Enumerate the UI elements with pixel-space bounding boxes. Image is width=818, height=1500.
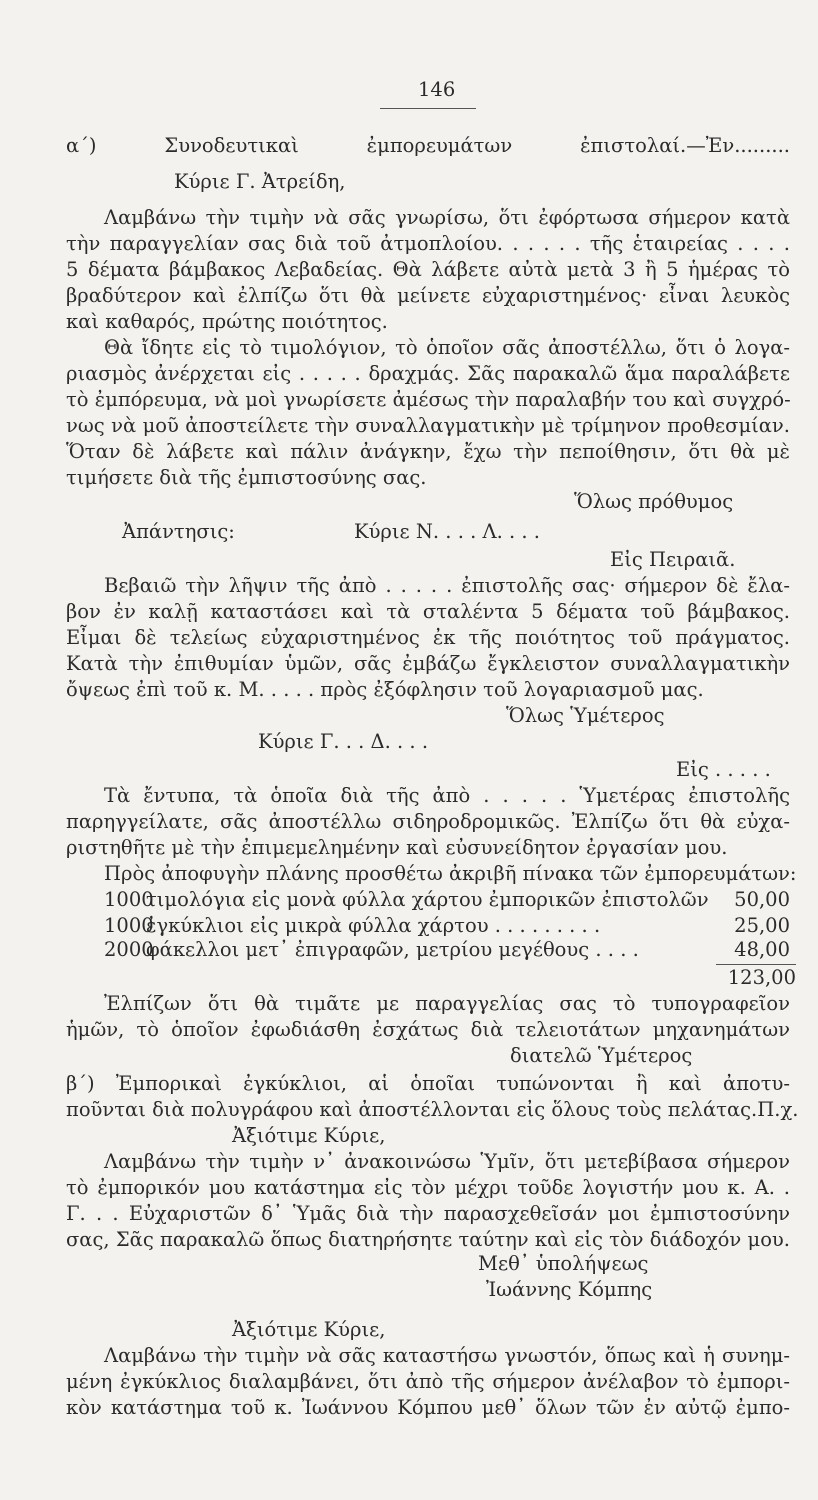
section-heading-b: β΄) Ἐμπορικαὶ ἐγκύκλιοι, αἱ ὁποῖαι τυπώνονται ἢ καὶ ἀποτυ- <box>66 1072 790 1095</box>
text-line: τὸ ἐμπόρευμα, νὰ μοὶ γνωρίσετε ἀμέσως τὴν παραλαβήν του καὶ συγχρό- <box>66 388 791 411</box>
text-line: βραδύτερον καὶ ἐλπίζω ὅτι θὰ μείνετε εὐχαριστημένος· εἶναι λευκὸς <box>66 284 790 307</box>
salutation: Ἀξιότιμε Κύριε, <box>232 1124 386 1147</box>
text-line: Τὰ ἔντυπα, τὰ ὁποῖα διὰ τῆς ἀπὸ . . . . . Ὑμετέρας ἐπιστολῆς <box>104 784 790 807</box>
text-line: Λαμβάνω τὴν τιμὴν ν᾽ ἀνακοινώσω Ὑμῖν, ὅτι μετεβίβασα σήμερον <box>104 1150 790 1173</box>
text-line: Ἐλπίζων ὅτι θὰ τιμᾶτε με παραγγελίας σας τὸ τυπογραφεῖον <box>104 992 790 1015</box>
text-line: νως νὰ μοῦ ἀποστείλετε τὴν συναλλαγματικὴν μὲ τρίμηνον προθεσμίαν. <box>66 414 790 437</box>
text-line: Πρὸς ἀποφυγὴν πλάνης προσθέτω ἀκριβῆ πίνακα τῶν ἐμπορευμάτων: <box>104 862 797 885</box>
text-line: Λαμβάνω τὴν τιμὴν νὰ σᾶς καταστήσω γνωστόν, ὅπως καὶ ἡ συνημ- <box>104 1344 790 1367</box>
text-line: Βεβαιῶ τὴν λῆψιν τῆς ἀπὸ . . . . . ἐπιστολῆς σας· σήμερον δὲ ἔλα- <box>104 574 790 597</box>
closing: διατελῶ Ὑμέτερος <box>510 1044 693 1067</box>
text-line: ποῦνται διὰ πολυγράφου καὶ ἀποστέλλονται εἰς ὅλους τοὺς πελάτας.Π.χ. <box>66 1098 799 1121</box>
place-line: Εἰς . . . . . <box>676 758 771 781</box>
quantity: 1000 <box>104 888 154 911</box>
text-line: βον ἐν καλῇ καταστάσει καὶ τὰ σταλέντα 5 δέματα τοῦ βάμβακος. <box>66 600 790 623</box>
text-line: σας, Σᾶς παρακαλῶ ὅπως διατηρήσητε ταύτην καὶ εἰς τὸν διάδοχόν μου. <box>66 1228 790 1251</box>
text-line: παρηγγείλατε, σᾶς ἀποστέλλω σιδηροδρομικῶς. Ἐλπίζω ὅτι θὰ εὐχα- <box>66 810 790 833</box>
item-description: τιμολόγια εἰς μονὰ φύλλα χάρτου ἐμπορικῶν ἐπιστολῶν <box>146 888 709 911</box>
list-item <box>104 938 790 962</box>
text-line: ριστηθῆτε μὲ τὴν ἐπιμεμελημένην καὶ εὐσυνείδητον ἐργασίαν μου. <box>66 836 728 859</box>
quantity: 2000 <box>104 938 154 961</box>
reply-label: Ἀπάντησις: <box>122 520 235 543</box>
salutation: Κύριε Ν. . . . Λ. . . . <box>354 520 540 543</box>
salutation: Κύριε Γ. Ἀτρείδη, <box>174 170 346 193</box>
text-line: μένη ἐγκύκλιος διαλαμβάνει, ὅτι ἀπὸ τῆς σήμερον ἀνέλαβον τὸ ἐμπορι- <box>66 1370 790 1393</box>
item-description: ἐγκύκλιοι εἰς μικρὰ φύλλα χάρτου . . . . . . . . . <box>146 914 601 937</box>
signature-name: Ἰωάννης Κόμπης <box>486 1278 653 1301</box>
list-item <box>104 888 790 912</box>
text-line: Λαμβάνω τὴν τιμὴν νὰ σᾶς γνωρίσω, ὅτι ἐφόρτωσα σήμερον κατὰ <box>104 206 790 229</box>
section-heading-a: α΄) Συνοδευτικαὶ ἐμπορευμάτων ἐπιστολαί.—Ἐν......... <box>66 134 790 157</box>
text-line: Εἶμαι δὲ τελείως εὐχαριστημένος ἐκ τῆς ποιότητος τοῦ πράγματος. <box>66 626 790 649</box>
closing: Ὅλως Ὑμέτερος <box>506 704 665 727</box>
total-rule <box>716 964 796 965</box>
text-line: καὶ καθαρός, πρώτης ποιότητος. <box>66 310 388 333</box>
quantity: 1000 <box>104 914 154 937</box>
salutation: Ἀξιότιμε Κύριε, <box>232 1318 386 1341</box>
item-amount: 50,00 <box>734 888 790 911</box>
text-line: τιμήσετε διὰ τῆς ἐμπιστοσύνης σας. <box>66 466 427 489</box>
text-line: Θὰ ἴδητε εἰς τὸ τιμολόγιον, τὸ ὁποῖον σᾶς ἀποστέλλω, ὅτι ὁ λογα- <box>104 336 790 359</box>
page-number: 146 <box>418 78 456 101</box>
place-line: Εἰς Πειραιᾶ. <box>610 548 736 571</box>
closing: Ὅλως πρόθυμος <box>574 490 734 513</box>
page-number-rule <box>380 108 476 109</box>
text-line: Ὅταν δὲ λάβετε καὶ πάλιν ἀνάγκην, ἔχω τὴν πεποίθησιν, ὅτι θὰ μὲ <box>66 440 790 463</box>
list-item <box>104 914 790 938</box>
salutation: Κύριε Γ. . . Δ. . . . <box>258 730 429 753</box>
total-amount: 123,00 <box>727 966 796 989</box>
closing: Μεθ᾽ ὑπολήψεως <box>478 1252 649 1275</box>
text-line: τὴν παραγγελίαν σας διὰ τοῦ ἀτμοπλοίου. . . . . . τῆς ἑταιρείας . . . . <box>66 232 790 255</box>
text-line: ριασμὸς ἀνέρχεται εἰς . . . . . δραχμάς. Σᾶς παρακαλῶ ἅμα παραλάβετε <box>66 362 790 385</box>
text-line: τὸ ἐμπορικόν μου κατάστημα εἰς τὸν μέχρι τοῦδε λογιστήν μου κ. Α. . <box>66 1176 790 1199</box>
item-amount: 25,00 <box>734 914 790 937</box>
text-line: ἡμῶν, τὸ ὁποῖον ἐφωδιάσθη ἐσχάτως διὰ τελειοτάτων μηχανημάτων <box>66 1018 790 1041</box>
text-line: Κατὰ τὴν ἐπιθυμίαν ὑμῶν, σᾶς ἐμβάζω ἔγκλειστον συναλλαγματικὴν <box>66 652 790 675</box>
text-line: κὸν κατάστημα τοῦ κ. Ἰωάννου Κόμπου μεθ᾽ ὅλων τῶν ἐν αὐτῷ ἐμπο- <box>66 1396 790 1419</box>
text-line: ὄψεως ἐπὶ τοῦ κ. Μ. . . . . πρὸς ἐξόφλησιν τοῦ λογαριασμοῦ μας. <box>66 678 704 701</box>
text-line: Γ. . . Εὐχαριστῶν δ᾽ Ὑμᾶς διὰ τὴν παρασχεθεῖσάν μοι ἐμπιστοσύνην <box>66 1202 790 1225</box>
text-line: 5 δέματα βάμβακος Λεβαδείας. Θὰ λάβετε αὐτὰ μετὰ 3 ἢ 5 ἡμέρας τὸ <box>66 258 790 281</box>
item-description: φάκελλοι μετ᾽ ἐπιγραφῶν, μετρίου μεγέθους . . . . <box>146 938 639 961</box>
item-amount: 48,00 <box>734 938 790 961</box>
